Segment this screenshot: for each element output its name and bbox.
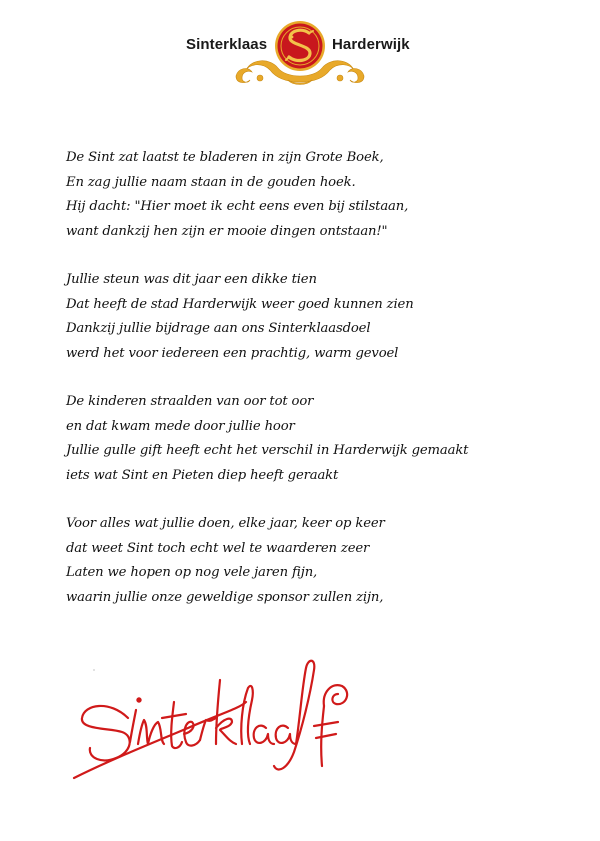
stanza-4 (66, 512, 536, 610)
poem-line: Hij dacht: "Hier moet ik echt eens even bij stilstaan, (66, 199, 409, 214)
poem-line: De kinderen straalden van oor tot oor (66, 394, 314, 409)
poem-line: Jullie gulle gift heeft echt het verschil in Harderwijk gemaakt (66, 443, 469, 458)
poem-line: iets wat Sint en Pieten diep heeft geraakt (66, 467, 339, 483)
sinterklaas-signature (70, 648, 370, 784)
poem-line: dat weet Sint toch echt wel te waarderen zeer (66, 540, 370, 556)
stanza-1 (66, 146, 536, 244)
brand-name-right: Harderwijk (332, 36, 410, 53)
brand-name-left: Sinterklaas (186, 36, 268, 53)
poem-line: Voor alles wat jullie doen, elke jaar, keer op keer (66, 516, 385, 531)
letterhead (0, 18, 600, 88)
poem-line: werd het voor iedereen een prachtig, warm gevoel (66, 345, 399, 361)
stanza-2 (66, 268, 536, 366)
poem-line: En zag jullie naam staan in de gouden hoek. (66, 174, 356, 190)
poem-line: waarin jullie onze geweldige sponsor zullen zijn, (66, 589, 384, 605)
stanza-3 (66, 390, 536, 488)
poem (66, 146, 536, 634)
poem-line: want dankzij hen zijn er mooie dingen ontstaan!" (66, 223, 388, 239)
poem-line: Dat heeft de stad Harderwijk weer goed kunnen zien (66, 296, 414, 312)
poem-line: Jullie steun was dit jaar een dikke tien (66, 272, 317, 287)
sinterklaas-emblem-icon (226, 18, 374, 88)
poem-line: en dat kwam mede door jullie hoor (66, 418, 295, 434)
poem-line: Laten we hopen op nog vele jaren fijn, (66, 565, 318, 580)
poem-line: De Sint zat laatst te bladeren in zijn Grote Boek, (66, 150, 384, 165)
poem-line: Dankzij jullie bijdrage aan ons Sinterklaasdoel (66, 321, 371, 336)
